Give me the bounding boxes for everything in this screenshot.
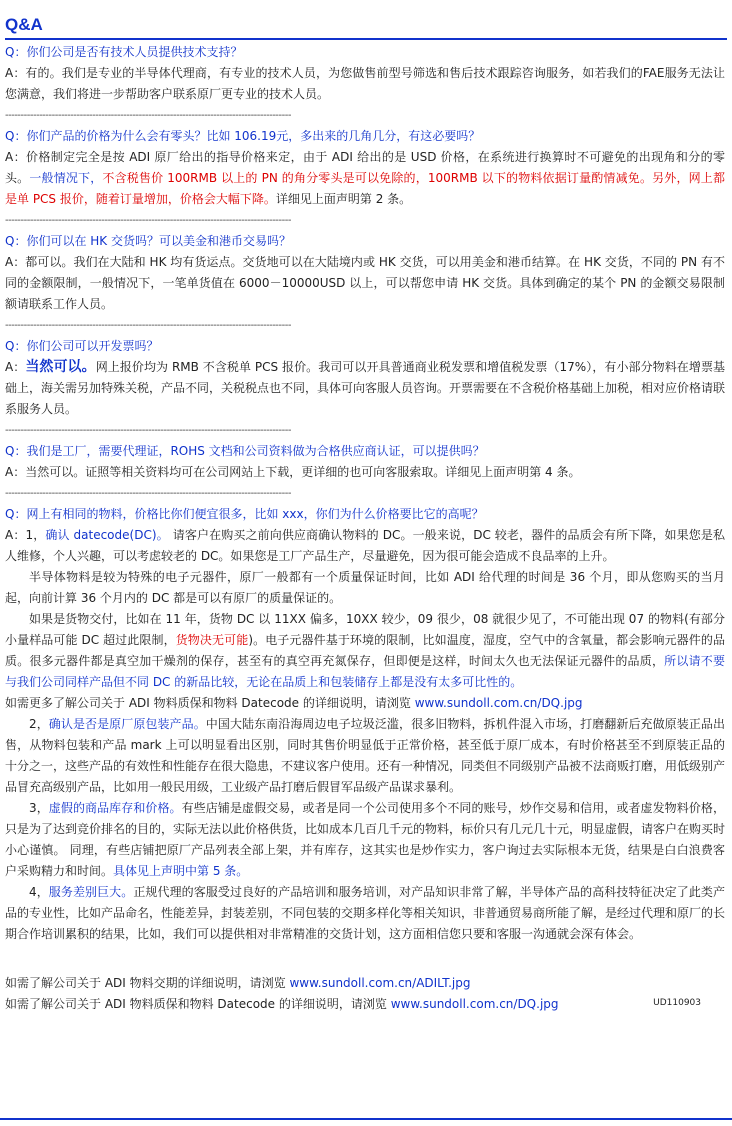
point-3-note: 具体见上声明中第 5 条。 bbox=[113, 864, 249, 878]
bottom-rule bbox=[0, 1118, 732, 1120]
answer-5: A：当然可以。证照等相关资料均可在公司网站上下载，更详细的也可向客服索取。详细见上面声明第 4 条。 bbox=[5, 465, 581, 479]
answer-6-paragraph-3 bbox=[5, 609, 725, 693]
point-2-number: 2， bbox=[29, 717, 49, 731]
answer-4-prefix: A： bbox=[5, 360, 26, 374]
footer-quality-line bbox=[5, 994, 725, 1015]
point-1-prefix: A：1， bbox=[5, 528, 46, 542]
answer-4 bbox=[5, 357, 725, 420]
title-rule bbox=[5, 38, 727, 40]
answer-2-part-1: A：价格制定完全是按 ADI 原厂给出的指导价格来定，由于 ADI 给出的是 USD 价格，在系统进行换算时不可避免的出现角和分的零头。 bbox=[5, 150, 725, 185]
question-1: Q：你们公司是否有技术人员提供技术支持？ bbox=[5, 45, 243, 59]
point-4-number: 4， bbox=[29, 885, 49, 899]
point-2-text: 中国大陆东南沿海周边电子垃圾泛滥，很多旧物料，拆机件混入市场，打磨翻新后充做原装正品出售，从物料包装和产品 mark 上可以明显看出区别，同时其售价明显低于正常价格，甚至低于原厂成本，有时价格甚至不到原装正品的十分之一，这些产品的有效性和性能存在很大隐患，不建议客户使用。还有一种情况，同类但不同级别产品被不法商贩打磨，用低级别产品冒充高级别产品，比如用一般民用级，工业级产品打磨后假冒军品级产品谋求暴利。 bbox=[5, 717, 726, 794]
more-info-text: 如需更多了解公司关于 ADI 物料质保和物料 Datecode 的详细说明，请浏览 bbox=[5, 696, 415, 710]
question-5: Q：我们是工厂，需要代理证，ROHS 文档和公司资料做为合格供应商认证，可以提供吗？ bbox=[5, 444, 485, 458]
separator: -------------------------------------------------------------------------------------------- bbox=[5, 320, 291, 331]
answer-3: A：都可以。我们在大陆和 HK 均有货运点。交货地可以在大陆境内或 HK 交货，可以用美金和港币结算。在 HK 交货，不同的 PN 有不同的金额限制，一般情况下，一笔单货值在 6000－10000USD 以上，可以帮您申请 HK 交货。具体到确定的某个 PN 的金额交易限制额请联系工作人员。 bbox=[5, 255, 725, 311]
footer-leadtime-line bbox=[5, 973, 725, 994]
answer-4-emphasis: 当然可以。 bbox=[25, 359, 96, 375]
page-title: Q&A bbox=[5, 15, 43, 34]
point-2-heading: 确认是否是原厂原包装产品。 bbox=[48, 717, 206, 731]
adilt-link[interactable]: www.sundoll.com.cn/ADILT.jpg bbox=[289, 976, 471, 990]
paragraph-3-highlight: 货物决无可能 bbox=[175, 633, 249, 647]
separator: -------------------------------------------------------------------------------------------- bbox=[5, 425, 291, 436]
answer-6-point-2 bbox=[5, 714, 725, 798]
paragraph-3-blue: 所以请不要与我们公司同样产品但不同 DC 的新品比较，无论在品质上和包装储存上都是没有太多可比性的。 bbox=[5, 654, 725, 689]
answer-6-paragraph-2: 半导体物料是较为特殊的电子元器件，原厂一般都有一个质量保证时间，比如 ADI 给代理的时间是 36 个月，即从您购买的当月起，向前计算 36 个月内的 DC 都是可以有原厂的质量保证的。 bbox=[5, 570, 725, 605]
question-4: Q：你们公司可以开发票吗？ bbox=[5, 339, 159, 353]
point-3-text: 有些店铺是虚假交易，或者是同一个公司使用多个不同的账号，炒作交易和信用，或者虚发物料价格，只是为了达到竞价排名的目的，实际无法以此价格供货，比如成本几百几千元的物料，标价只有几元几十元，明显虚假，请客户在购买时小心谨慎。 同理，有些店铺把原厂产品列表全部上架，并有库存，这其实也是炒作实力，客户询过去实际根本无货，结果是白白浪费客户采购精力和时间。 bbox=[5, 801, 726, 878]
footer-dq-link[interactable]: www.sundoll.com.cn/DQ.jpg bbox=[390, 997, 559, 1011]
more-info-line bbox=[5, 693, 725, 714]
footer-quality-text: 如需了解公司关于 ADI 物料质保和物料 Datecode 的详细说明，请浏览 bbox=[5, 997, 391, 1011]
document-code: UD110903 bbox=[653, 998, 701, 1008]
point-4-text: 正规代理的客服受过良好的产品培训和服务培训，对产品知识非常了解，半导体产品的高科技特征决定了此类产品的专业性，比如产品命名，性能差异，封装差别，不同包装的交期多样化等相关知识，非普通贸易商所能了解，是经过代理和原厂的长期合作培训累积的结果，比如，我们可以提供相对非常精准的交货计划，这方面相信您只要和客服一沟通就会深有体会。 bbox=[5, 885, 726, 941]
answer-2 bbox=[5, 147, 725, 210]
question-2: Q：你们产品的价格为什么会有零头？比如 106.19元，多出来的几角几分，有这必要吗？ bbox=[5, 129, 481, 143]
point-4-heading: 服务差别巨大。 bbox=[48, 885, 134, 899]
point-1-text: 请客户在购买之前向供应商确认物料的 DC。一般来说，DC 较老，器件的品质会有所下降，如果您是私人维修，个人兴趣，可以考虑较老的 DC。如果您是工厂产品生产，尽量避免，因为很可能会造成不良品率的上升。 bbox=[5, 528, 725, 563]
paragraph-3-text-a: 如果是货物交付，比如在 11 年，货物 DC 以 11XX 偏多，10XX 较少，09 很少，08 就很少见了，不可能出现 07 的物料(有部分小量样品可能 DC 超过此限制， bbox=[5, 612, 725, 647]
dq-link[interactable]: www.sundoll.com.cn/DQ.jpg bbox=[414, 696, 583, 710]
answer-4-rest: 网上报价均为 RMB 不含税单 PCS 报价。我司可以开具普通商业税发票和增值税发票（17%），有小部分物料在增票基础上，海关需另加特殊关税，产品不同，关税税点也不同，具体可向客服人员咨询。开票需要在不含税价格基础上加税，相对应价格请联系服务人员。 bbox=[5, 360, 726, 416]
point-1-heading: 确认 datecode(DC)。 bbox=[45, 528, 169, 542]
separator: -------------------------------------------------------------------------------------------- bbox=[5, 215, 291, 226]
question-3: Q：你们可以在 HK 交货吗？可以美金和港币交易吗？ bbox=[5, 234, 291, 248]
answer-2-part-3: 不含税售价 100RMB 以上的 PN 的角分零头是可以免除的，100RMB 以下的物料依据订量酌情减免。另外，网上都是单 PCS 报价，随着订量增加，价格会大幅下降。 bbox=[5, 171, 725, 206]
paragraph-3-text-b: )。电子元器件基于环境的限制，比如温度，湿度，空气中的含氧量，都会影响元器件的品质。很多元器件都是真空加干燥剂的保存，甚至有的真空再充氮保存，但即便是这样，时间太久也无法保证元器件的品质， bbox=[5, 633, 725, 668]
spacer bbox=[5, 945, 725, 973]
answer-2-part-2: 一般情况下， bbox=[29, 171, 103, 185]
point-3-number: 3， bbox=[29, 801, 49, 815]
answer-1: A：有的。我们是专业的半导体代理商，有专业的技术人员，为您做售前型号筛选和售后技术跟踪咨询服务，如若我们的FAE服务无法让您满意，我们将进一步帮助客户联系原厂更专业的技术人员。 bbox=[5, 66, 725, 101]
footer-leadtime-text: 如需了解公司关于 ADI 物料交期的详细说明，请浏览 bbox=[5, 976, 290, 990]
answer-6-point-3 bbox=[5, 798, 725, 882]
answer-2-part-4: 详细见上面声明第 2 条。 bbox=[275, 192, 412, 206]
answer-6-point-1 bbox=[5, 525, 725, 567]
separator: -------------------------------------------------------------------------------------------- bbox=[5, 488, 291, 499]
answer-6-point-4 bbox=[5, 882, 725, 945]
point-3-heading: 虚假的商品库存和价格。 bbox=[48, 801, 182, 815]
qa-document bbox=[5, 0, 725, 1015]
question-6: Q：网上有相同的物料，价格比你们便宜很多，比如 xxx，你们为什么价格要比它的高呢？ bbox=[5, 507, 484, 521]
separator: -------------------------------------------------------------------------------------------- bbox=[5, 110, 291, 121]
